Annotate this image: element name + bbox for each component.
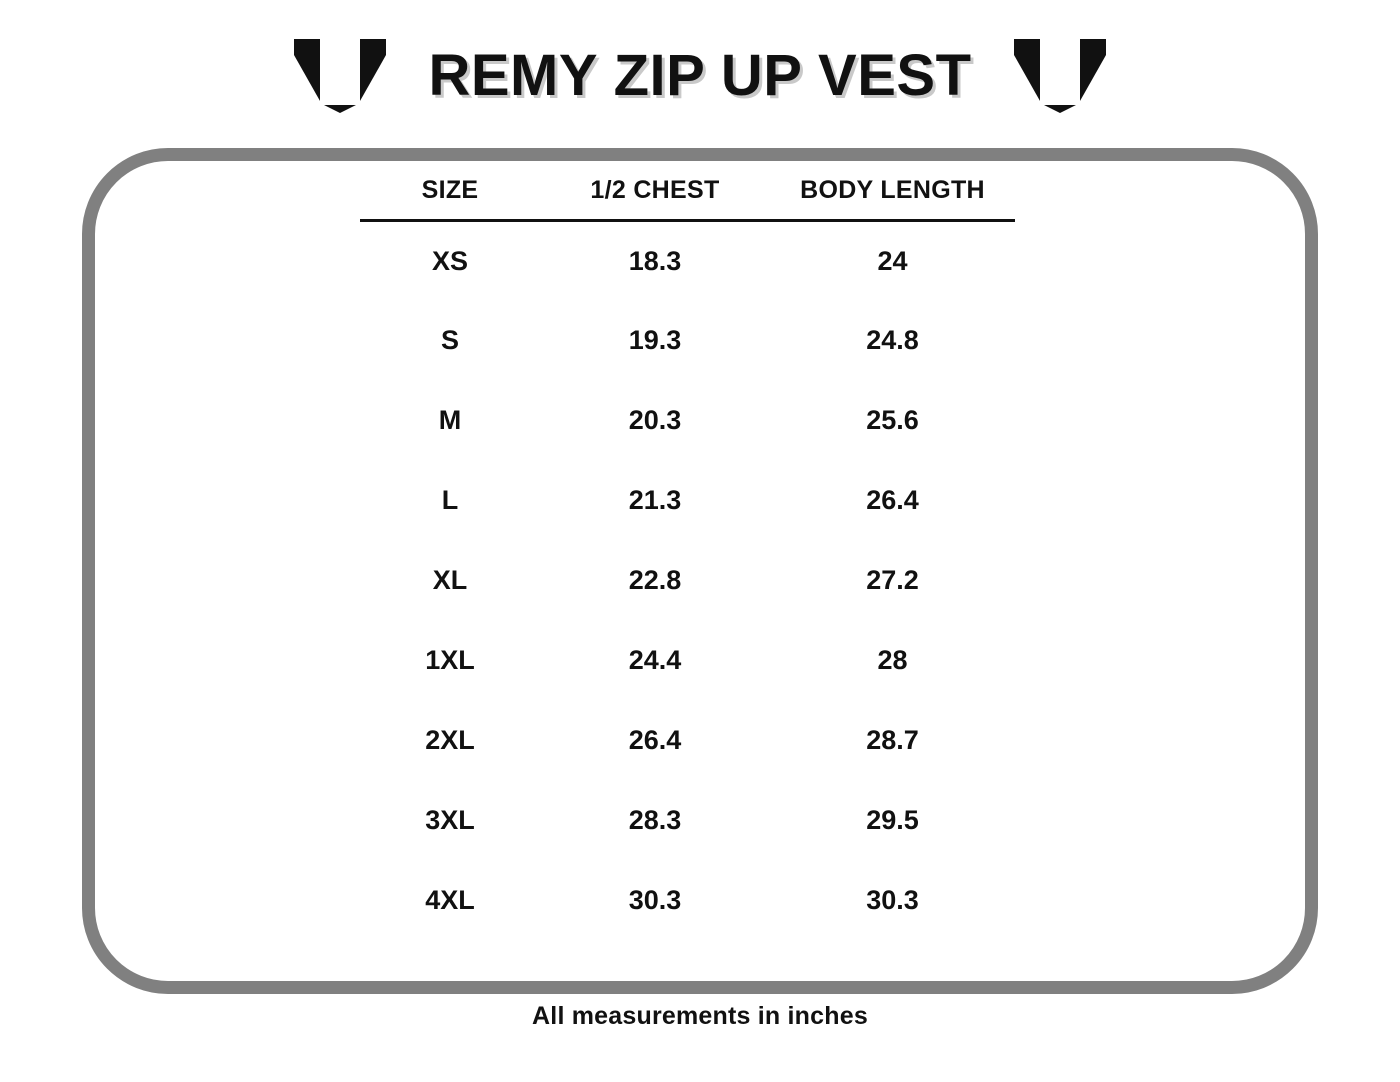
chevron-logo-mark-right bbox=[1014, 39, 1106, 113]
table-header bbox=[360, 176, 1015, 220]
cell-chest: 19.3 bbox=[628, 324, 682, 355]
cell-chest: 24.4 bbox=[628, 644, 682, 675]
column-header-length: BODY LENGTH bbox=[800, 176, 985, 204]
column-header-chest: 1/2 CHEST bbox=[590, 176, 720, 204]
cell-length: 24.8 bbox=[866, 324, 919, 355]
table-row bbox=[360, 300, 1015, 380]
column-header-size: SIZE bbox=[421, 176, 479, 204]
cell-chest: 22.8 bbox=[628, 564, 682, 595]
cell-length: 24 bbox=[877, 245, 908, 276]
table-row bbox=[360, 460, 1015, 540]
cell-length: 25.6 bbox=[866, 404, 919, 435]
table-header-row bbox=[360, 176, 1015, 220]
cell-size: 2XL bbox=[425, 724, 475, 755]
cell-size: XL bbox=[432, 564, 468, 595]
table-row bbox=[360, 540, 1015, 620]
chevron-logo-mark-left bbox=[294, 39, 386, 113]
table-row bbox=[360, 380, 1015, 460]
cell-size: 3XL bbox=[425, 804, 475, 835]
table-row bbox=[360, 220, 1015, 300]
page-header bbox=[0, 26, 1400, 126]
table-row bbox=[360, 860, 1015, 940]
cell-size: M bbox=[438, 404, 462, 435]
cell-chest: 30.3 bbox=[628, 884, 682, 915]
cell-size: S bbox=[440, 324, 459, 355]
cell-length: 28.7 bbox=[866, 724, 919, 755]
table-body bbox=[360, 220, 1015, 940]
cell-chest: 18.3 bbox=[628, 245, 682, 276]
table-row bbox=[360, 620, 1015, 700]
cell-length: 26.4 bbox=[866, 484, 919, 515]
table-row bbox=[360, 780, 1015, 860]
cell-size: 1XL bbox=[425, 644, 475, 675]
page-title: REMY ZIP UP VEST bbox=[428, 43, 972, 108]
measurements-note: All measurements in inches bbox=[532, 1002, 868, 1030]
table-row bbox=[360, 700, 1015, 780]
cell-size: 4XL bbox=[425, 884, 475, 915]
cell-size: L bbox=[441, 484, 459, 515]
cell-chest: 20.3 bbox=[628, 404, 682, 435]
cell-length: 30.3 bbox=[866, 884, 919, 915]
cell-length: 27.2 bbox=[866, 564, 919, 595]
size-chart-table bbox=[360, 176, 1015, 940]
cell-length: 28 bbox=[877, 644, 908, 675]
cell-chest: 21.3 bbox=[628, 484, 682, 515]
cell-chest: 26.4 bbox=[628, 724, 682, 755]
cell-length: 29.5 bbox=[866, 804, 919, 835]
cell-size: XS bbox=[431, 245, 469, 276]
cell-chest: 28.3 bbox=[628, 804, 682, 835]
